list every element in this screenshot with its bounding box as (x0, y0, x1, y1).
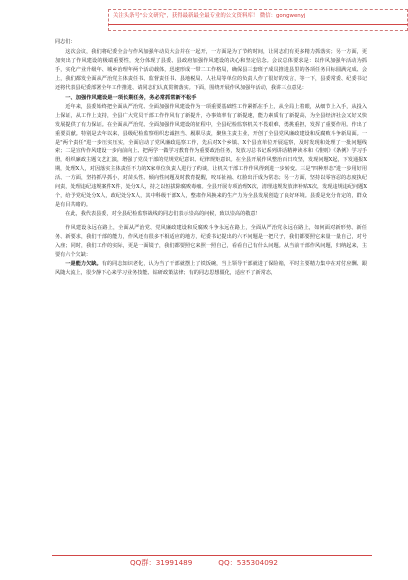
section-heading-1: 一、加强作风建设是一项长期任务，务必常抓常新不松手 (65, 94, 197, 101)
ability-paragraph (55, 260, 367, 278)
banner-text: 关注头条号"公文研究"，获得最新最全最专业的公文资料库！ 微信：gongwenyj (108, 9, 408, 31)
ability-lead: 一是能力欠缺。 (65, 260, 102, 267)
footer-divider (52, 555, 372, 556)
intro-paragraph: 这次会议，我们将纪委全会与作风加强年动员大会并在一起开，一方面是为了节约时间，让同志们有更多精力抓落实；另一方面，更加突出了作风建设的极端重要性，充分体现了县委、县政府加强作风建设的决心和坚定信念。会议总体要求是：以作风加强年活动为抓手，实化产业升级年、城乡治理年两个活动载体，迅速形成一带二工作格局，确保县三套班子成员推进县里的各项任务目标圆满完成、会上，我们都发全面从严治党主体责任书、监督责任书、县地税局、人社局等单位的负责人作了很好的发言，等一下，县委常委、纪委书记还将代表县纪委部署全年工作推进、请同志们认真贯彻落实。下面，围绕开展作风加强年活动，我讲三点意见： (55, 48, 367, 91)
achievements-paragraph: 近年来，县委始终把全面从严治党、全面加强作风建设作为一项重要基础性工作紧抓在手上，从全局上着眼，从细节上入手，从投入上保证，从工作上支持，全县广大党员干部工作作风有了新提升，办事效率有了新提速，能力素质有了新提高，为全县经济社会又好又快发展提供了有力保证。在全面从严治党、全面加强作风建设的征程中，全县纪检监察机关不畏艰难，勇挑重担，发挥了重要作用。作出了重要贡献。特别是去年以来，县级纪检监察组织忠诚担当、履职尽责，聚焦主责主业，开创了全县党风廉政建设和反腐败斗争新局面。一是"两个责任"进一步压实压实，全面启动了党风廉政巡察工作，先后对X个乡镇、X个县直单位开展巡察，及时发现和处理了一批问题线索；二是宣传作风建设一步向前向上、把两学一做学习教育作为重要政治任务，发放习总书记系列讲话精神读本和《准则》《条例》学习手册，组织廉政主题文艺汇演，增强了党员干部的党规党纪意识、纪律规矩意识。在全县开展作风整治百日攻坚，发现问题X起，下发通报X期，处理X人，对因落实主体责任不力的X家单位负责人进行了约谈，让机关干部工作作风得到进一步转变。三是"四种形态"进一步用好用活、一方面，坚持抓早抓小，对苗头性、倾向性问题及时教育提醒，咬耳扯袖、红脸出汗成为常态；另一方面，坚持以零容忍的态度执纪问责，处理违纪违规案件X件，处分X人，持之以恒拔除腐败毒瘤。全县开展专项治理X次，清理违规发放津补贴X次，发现违规违纪问题X个，给予党纪处分X人，政纪处分X人，其中科级干部X人，整肃作风换来的生产力为全县发展创造了良好环境。县委是充分肯定的，群众是有目共睹的。 (55, 103, 367, 209)
salutation: 同志们： (55, 39, 76, 45)
ability-text: 有的同志知识老化，认为当了干部就摆上了铁饭碗，当上领导干部就进了保险箱，平时主要精力集中在对付应酬、跟风随大流上，很少静下心来学习业务技能、钻研政策法律；有的同志思想僵化，适应不了新常态， (55, 260, 367, 276)
footer-qq-group: QQ群：31991489 (130, 558, 193, 567)
header-banner (108, 9, 408, 31)
greeting-paragraph: 在此，我代表县委，对全县纪检监察战线的同志们表示崇高的问候，致以崇高的敬意！ (65, 211, 261, 218)
footer-qq: QQ：535304092 (218, 558, 278, 567)
banner-divider (108, 24, 408, 25)
shortcomings-paragraph: 作风建设永远在路上，全面从严治党、党风廉政建设和反腐败斗争永远在路上，全面从严治党永远在路上，如何面对新形势、新任务、新要求，我们干部的能力，作风还有很多不相适应的地方，纪委书记提出的六不问题是一把尺子，我们都要照它来量一量自己，对号入座；同时，我们工作的实际，更是一面镜子，我们都要照它来照一照自己，看看自己有什么问题。从当前干部作风问题，归纳起来，主要有六个欠缺： (55, 225, 367, 258)
document-body (55, 38, 367, 278)
footer (0, 558, 408, 568)
